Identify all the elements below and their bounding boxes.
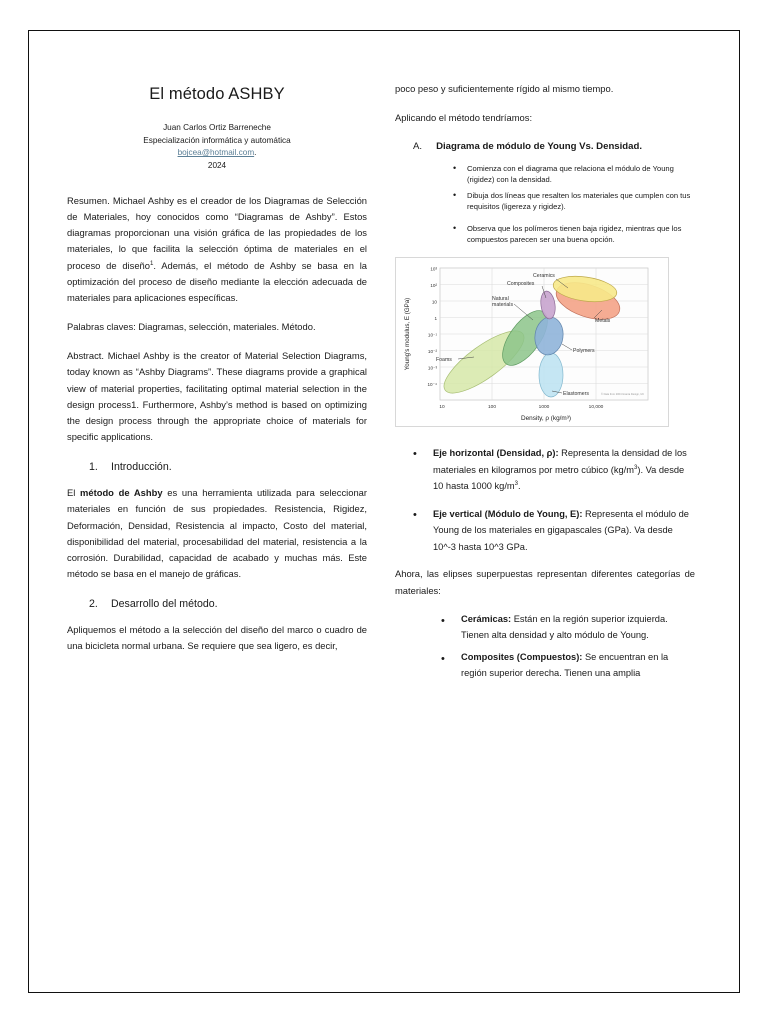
chart-label-metals: Metals (595, 318, 611, 325)
list-item: • Dibuja dos líneas que resalten los materiales que cumplen con tus requisitos (ligereza y rigidez). (453, 190, 695, 212)
chart-xlabel: Density, ρ (kg/m³) (520, 415, 572, 423)
list-item-a (395, 139, 695, 154)
section-1-title: Introducción. (111, 461, 172, 474)
section-heading-1 (67, 461, 367, 473)
chart-ytick: 10⁻² (427, 349, 437, 355)
document-page (28, 30, 740, 993)
list-item (411, 506, 695, 556)
chart-label-foams: Foams (436, 357, 452, 364)
axis-description-list (395, 445, 695, 555)
chart-ytick: 10⁻³ (427, 365, 437, 371)
byline (67, 122, 367, 173)
material-bullet-bold: Composites (Compuestos): (461, 651, 583, 662)
publication-year: 2024 (207, 161, 227, 171)
email-link[interactable]: bojcea@hotmail.com (177, 148, 255, 158)
intro-bold-term: método de Ashby (80, 487, 163, 499)
author-email-line (67, 147, 367, 160)
ellipses-intro-paragraph: Ahora, las elipses superpuestas representan diferentes categorías de materiales: (395, 568, 695, 596)
abstract-paragraph: Abstract. Michael Ashby is the creator of Material Selection Diagrams, today known as “Ashby Diagrams”. These diagrams provide a graphical view of material properties, facilitating optimal material selection in the design process1. Furthermore, Ashby’s method is based on optimizing the design process through the appropriate choice of materials for specific applications. (67, 350, 367, 443)
chart-ytick: 10⁻¹ (427, 332, 437, 338)
resumen-paragraph (67, 193, 367, 306)
material-bullet-text: Se encuentran en la región superior derecha. Tienen una amplia (461, 651, 669, 678)
axis-bullet-bold: Eje horizontal (Densidad, ρ): (433, 448, 559, 459)
introduction-paragraph (67, 485, 367, 582)
section-2-number: 2. (89, 598, 98, 611)
applying-method-paragraph: Aplicando el método tendríamos: (395, 112, 533, 124)
chart-ytick: 10² (430, 283, 437, 289)
intro-lead: El (67, 487, 81, 499)
author-affiliation: Especialización informática y automática (143, 135, 291, 145)
axis-bullet-text-c: . (518, 481, 521, 492)
section-heading-2 (67, 598, 367, 610)
chart-xtick: 1000 (538, 405, 550, 411)
chart-label-ceramics: Ceramics (533, 273, 555, 280)
chart-label-natural-2: materials (492, 302, 514, 309)
list-item (439, 650, 695, 682)
desarrollo-paragraph: Apliquemos el método a la selección del diseño del marco o cuadro de una bicicleta normal urbana. Se requiere que sea ligero, es decir, (67, 624, 367, 652)
page-content (29, 31, 739, 992)
item-a-title: Diagrama de módulo de Young Vs. Densidad. (436, 141, 643, 153)
resumen-text: Resumen. Michael Ashby es el creador de los Diagramas de Selección de Materiales, hoy conocidos como “Diagramas de Ashby”. Estos diagramas proporcionan una visión gráfica de las propiedades de los materiales, lo que facilita la selección óptima de materiales en el proceso de diseño (67, 194, 367, 271)
axis-bullet-text-a: Representa la densidad de los materiales en kilogramos por metro cúbico (kg/m (433, 448, 687, 475)
axis-bullet-sup-b: 3 (514, 481, 519, 488)
list-item: • Observa que los polímeros tienen baja rigidez, mientras que los compuestos parecen ser una buena opción. (453, 223, 695, 245)
resumen-footnote: 1 (149, 259, 154, 267)
continued-paragraph: poco peso y suficientemente rígido al mismo tiempo. (395, 83, 614, 94)
chart-ytick: 10⁻⁴ (427, 382, 437, 388)
axis-bullet-text-b: ). Va desde 10 hasta 1000 kg/m (433, 464, 685, 492)
list-item: • Comienza con el diagrama que relaciona el módulo de Young (rigidez) con la densidad. (453, 163, 695, 185)
chart-ylabel: Young's modulus, E (GPa) (404, 297, 411, 371)
section-1-number: 1. (89, 461, 98, 474)
chart-label-natural-1: Natural (492, 296, 509, 303)
ashby-chart-svg (396, 258, 668, 426)
chart-credit: © Data from 2004 Granta Design, UK (601, 393, 644, 397)
material-bullet-text: Están en la región superior izquierda. Tienen alta densidad y alto módulo de Young. (461, 613, 668, 640)
axis-bullet-text-a: Representa el módulo de Young de los materiales en gigapascales (GPa). Va desde 10^-3 hasta 10^3 GPa. (433, 508, 689, 552)
right-column (395, 81, 695, 972)
item-a-letter: A. (413, 141, 423, 153)
intro-rest: es una herramienta utilizada para seleccionar materiales en función de sus propiedades. Resistencia, Rigidez, Deformación, Densidad, Resistencia al impacto, Costo del material, disponibilidad del material, procesabilidad del material, resistencia a la corrosión. Durabilidad, capacidad de acabado y muchas más. Este método se basa en el manejo de gráficas. (67, 487, 367, 580)
two-column-layout (67, 81, 701, 972)
axis-bullet-bold: Eje vertical (Módulo de Young, E): (433, 508, 583, 519)
chart-xtick: 100 (487, 405, 497, 411)
list-item (439, 612, 695, 644)
author-name: Juan Carlos Ortiz Barreneche (163, 123, 271, 132)
chart-label-composites: Composites (507, 281, 535, 288)
material-category-list (395, 612, 695, 682)
chart-ytick: 10 (431, 299, 437, 305)
chart-xtick: 10 (439, 405, 445, 411)
sub-bullet-list (395, 163, 695, 245)
chart-xtick: 10,000 (588, 405, 604, 411)
email-suffix: . (254, 148, 257, 158)
chart-ytick: 10³ (430, 266, 437, 272)
keywords-paragraph: Palabras claves: Diagramas, selección, materiales. Método. (67, 321, 316, 333)
material-bullet-bold: Cerámicas: (461, 613, 512, 624)
chart-label-polymers: Polymers (573, 348, 595, 355)
chart-label-elastomers: Elastomers (563, 391, 589, 398)
page-title: El método ASHBY (149, 85, 285, 103)
axis-bullet-sup-a: 3 (634, 464, 638, 471)
section-2-title: Desarrollo del método. (111, 598, 218, 611)
left-column (67, 81, 367, 972)
list-item (411, 445, 695, 495)
chart-ytick: 1 (434, 316, 437, 322)
ashby-chart-figure (395, 257, 669, 427)
resumen-continued: . Además, el método de Ashby se basa en la optimización del proceso de diseño mediante la elección adecuada de materiales para aplicaciones específicas. (67, 259, 367, 303)
